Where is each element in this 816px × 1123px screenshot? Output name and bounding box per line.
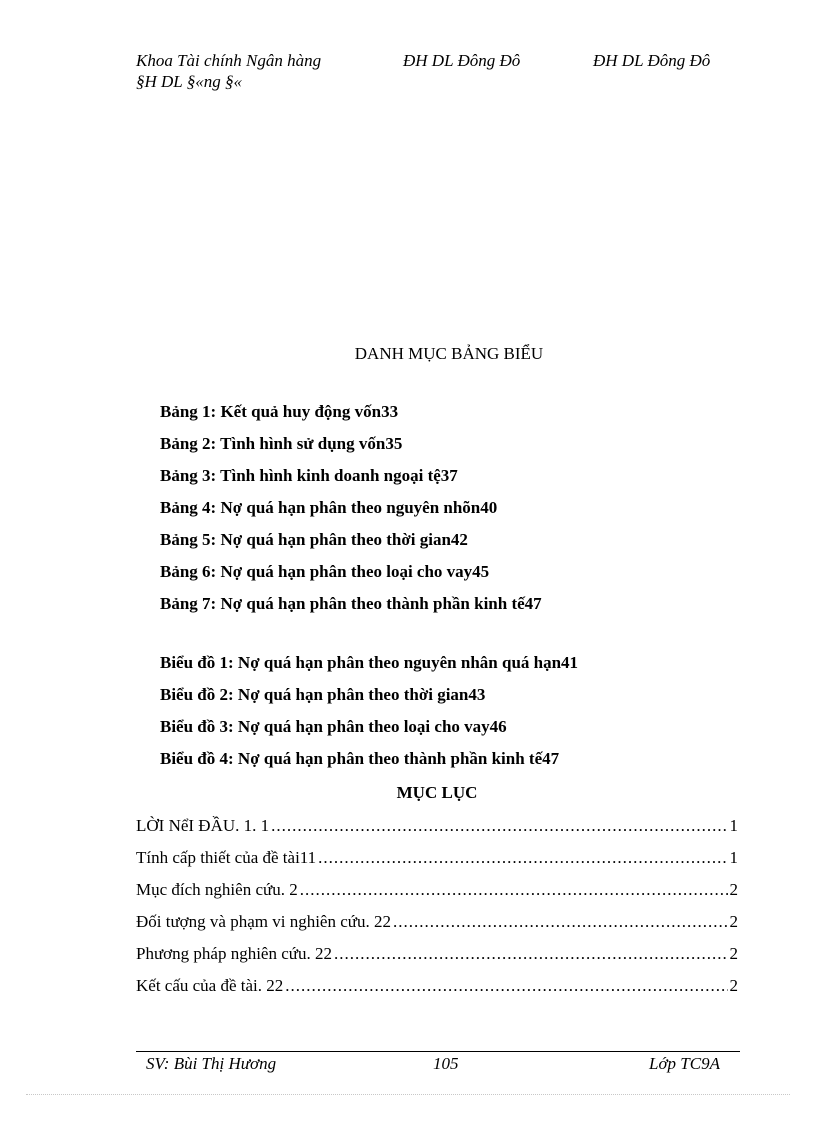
toc-entry-page: 2 [729,944,738,963]
toc-title: MỤC LỤC [396,783,478,802]
toc-entry-label: Mục đích nghiên cứu. 2 [136,880,298,899]
page-bottom-dotted-border [26,1094,790,1095]
toc-entry-label: LỜI NểI ĐẦU. 1. 1 [136,816,270,835]
toc-leader-dots [318,847,727,869]
toc-leader-dots [300,879,728,901]
list-of-tables-title: DANH MỤC BẢNG BIỂU [354,344,544,363]
toc-entry-page: 1 [729,848,738,867]
toc-entry[interactable] [136,911,738,943]
footer-student-name: SV: Bùi Thị Hương [146,1054,277,1073]
toc-entry[interactable] [136,815,738,847]
header-university: ĐH DL Đông Đô [403,51,521,70]
table-entry[interactable]: Bảng 7: Nợ quá hạn phân theo thành phần kinh tế47 [160,594,542,613]
toc-leader-dots [271,815,727,837]
table-entry[interactable]: Bảng 4: Nợ quá hạn phân theo nguyên nhõn40 [160,498,498,517]
toc-entry-page: 2 [729,880,738,899]
toc-entry-page: 1 [729,816,738,835]
toc-leader-dots [334,943,728,965]
toc-entry-label: Kết cấu của đề tài. 22 [136,976,284,995]
header-university-garbled: §H DL §«ng §« [136,72,242,91]
toc-entry-page: 2 [729,912,738,931]
toc-entry[interactable] [136,879,738,911]
toc-entry[interactable] [136,975,738,1007]
table-entry[interactable]: Bảng 3: Tình hình kinh doanh ngoại tệ37 [160,466,458,485]
header-faculty: Khoa Tài chính Ngân hàng [136,51,322,70]
toc-entry[interactable] [136,847,738,879]
footer-divider [136,1051,740,1052]
toc-entry[interactable] [136,943,738,975]
table-entry[interactable]: Bảng 6: Nợ quá hạn phân theo loại cho vay45 [160,562,490,581]
table-entry[interactable]: Bảng 2: Tình hình sử dụng vốn35 [160,434,403,453]
toc-entry-label: Phương pháp nghiên cứu. 22 [136,944,332,963]
toc-entry-page: 2 [729,976,738,995]
chart-entry[interactable]: Biểu đồ 4: Nợ quá hạn phân theo thành phần kinh tế47 [160,749,560,768]
page-header [136,50,736,92]
toc-leader-dots [285,975,727,997]
chart-entry[interactable]: Biểu đồ 3: Nợ quá hạn phân theo loại cho vay46 [160,717,507,736]
table-entry[interactable]: Bảng 1: Kết quả huy động vốn33 [160,402,399,421]
chart-entry[interactable]: Biểu đồ 1: Nợ quá hạn phân theo nguyên nhân quá hạn41 [160,653,579,672]
toc-entry-label: Tính cấp thiết của đề tài11 [136,848,317,867]
header-university-repeat: ĐH DL Đông Đô [593,51,711,70]
tables-list [160,401,542,625]
table-of-contents [136,815,738,1007]
page-footer [146,1054,720,1076]
toc-entry-label: Đối tượng và phạm vi nghiên cứu. 22 [136,912,391,931]
charts-list [160,652,578,780]
table-entry[interactable]: Bảng 5: Nợ quá hạn phân theo thời gian42 [160,530,468,549]
chart-entry[interactable]: Biểu đồ 2: Nợ quá hạn phân theo thời gian43 [160,685,486,704]
footer-class: Lớp TC9A [649,1054,720,1073]
footer-page-number: 105 [433,1054,459,1073]
toc-leader-dots [393,911,728,933]
